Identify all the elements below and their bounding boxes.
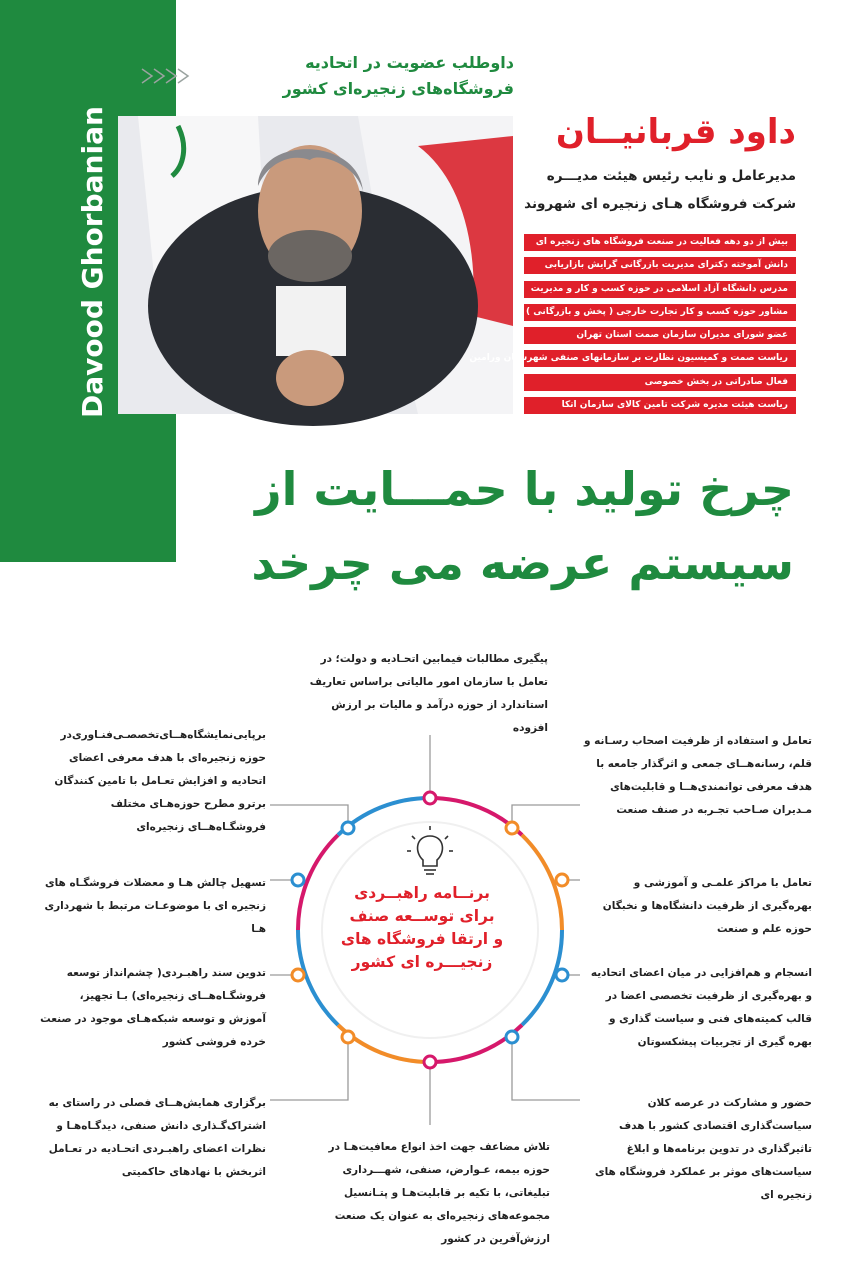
program-item-left-4: برگزاری همایش‌هــای فصلی در راستای به اشتراک‌گـذاری دانش صنفی، دیدگـاه‌هـا و نظرات اعضای راهبـردی اتحـادیه در تعـامل اثربخش با نهادهای حاکمیتی [48,1097,266,1178]
program-item-left-3: تدوین سند راهبـردی( چشم‌انداز توسعه فروشگـاه‌هــای زنجیره‌ای) بـا تجهیز، آموزش و توسعه شبکه‌هـای موجود در صنعت خرده فروشی کشور [40,967,266,1048]
program-item-left-2: تسهیل چالش هـا و معضلات فروشگـاه های زنجیره ای با موضوعـات مرتبط با شهرداری‌ هـا [44,877,266,935]
resume-item: مشاور حوزه کسب و کار تجارت خارجی ( پخش و بازرگانی ) [524,304,796,321]
resume-item: فعال صادراتی در بخش خصوصی [524,374,796,391]
candidate-title: داوطلب عضویت در اتحادیه فروشگاه‌های زنجیره‌ای کشور [282,53,514,98]
program-item-top: پیگیری مطالبات فیمابین اتحـادیه و دولت؛ در تعامل با سازمان امور مالیاتی براساس تعاریف استاندارد از حوزه درآمد و مالیات بر ارزش افزوده [309,653,548,734]
vertical-name: Davood Ghorbanian [76,106,109,418]
program-item-bottom: تلاش مضاعف جهت اخذ انواع معافیت‌هـا در حوزه بیمه، عـوارض، صنفی، شهـــرداری تبلیغاتی، با تکیه بر قابلیت‌هـا و پتـانسیل مجموعه‌های زنجیره‌ای به عنوان یک صنعت ارزش‌آفرین در کشور [328,1141,550,1245]
person-name: داود قربانیــان [555,112,796,152]
headline: چرخ تولید با حمـــایت از سیستم عرضه می چرخد [251,462,794,590]
program-item-right-2: تعامل با مراکز علمـی و آموزشی و بهره‌گیری از ظرفیت دانشگاه‌ها و نخبگان حوزه علم و صنعت [602,877,812,935]
resume-item: دانش آموخته دکترای مدیریت بازرگانی گرایش بازاریابی [524,257,796,274]
program-item-right-1: تعامل و استفاده از ظرفیت اصحاب رسـانه و قلم، رسانه‌هــای جمعی و اثرگذار جامعه با هدف معرفی توانمندی‌هــا و قابلیت‌های مـدیران صـاحب تجـربه در صنف صنعت [584,735,812,816]
role-line-1: مدیرعامل و نایب رئیس هیئت مدیـــره [546,168,796,184]
resume-item: ریاست صمت و کمیسیون نظارت بر سازمانهای صنفی شهرستان ورامین [524,350,796,367]
resume-item: بیش از دو دهه فعالیت در صنعت فروشگاه های زنجیره ای [524,234,796,251]
resume-item: مدرس دانشگاه آزاد اسلامی در حوزه کسب و کار و مدیریت [524,281,796,298]
program-item-left-1: برپایی‌نمایشگاه‌هــای‌تخصصـی‌فنـاوری‌در حوزه زنجیره‌ای با هدف معرفی اعضای اتحادیه و افزایش تعـامل با تامین کنندگان برترو مطرح حوزه‌هـای مختلف فروشگـاه‌هــای زنجیره‌ای [54,729,266,833]
program-item-right-4: حضور و مشارکت در عرصه کلان سیاست‌گذاری اقتصادی کشور با هدف تاثیرگذاری در تدوین برنامه‌ها و ابلاغ سیاست‌های موثر بر عملکرد فروشگاه های زنجیره ای [594,1097,812,1201]
center-title: برنــامه راهبــردی برای توســعه صنف و ارتقا فروشگاه های زنجیـــره ای کشور [340,884,504,971]
resume-item: عضو شورای مدیران سازمان صمت استان تهران [524,327,796,344]
resume-item: ریاست هیئت مدیره شرکت تامین کالای سازمان اتکا [524,397,796,414]
program-item-right-3: انسجام و هم‌افزایی در میان اعضای اتحادیه و بهره‌گیری از ظرفیت تخصصی اعضا در قالب کمیته‌های فنی و سیاست گذاری و بهره گیری از تجربیات پیشکسوتان [590,967,812,1048]
role-line-2: شرکت فروشگاه هـای زنجیره ای شهروند [524,196,796,212]
